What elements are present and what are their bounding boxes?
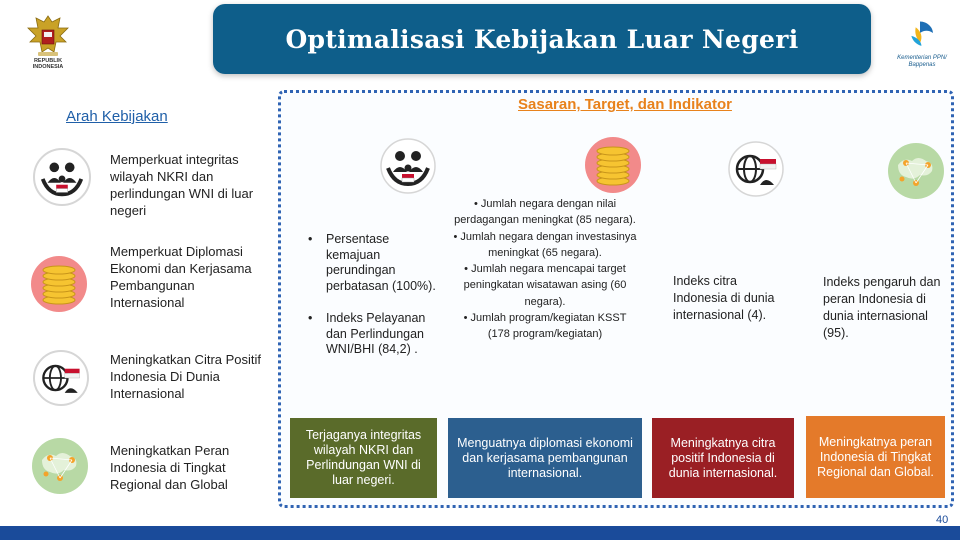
coin-stack-icon <box>31 256 87 312</box>
globe-flag-icon <box>728 141 784 197</box>
footer-bar <box>0 526 960 540</box>
column-2-bullet-1: • Jumlah negara dengan nilai perdagangan meningkat (85 negara). <box>454 198 636 227</box>
globe-flag-icon <box>33 350 89 406</box>
world-map-people-icon <box>32 438 88 494</box>
family-protect-icon <box>380 138 436 194</box>
title-banner <box>213 4 871 74</box>
garuda-caption: REPUBLIK INDONESIA <box>32 58 64 70</box>
column-3-indicator-text: Indeks citra Indonesia di dunia internasional (4). <box>673 274 775 322</box>
arah-item-1-text: Memperkuat integritas wilayah NKRI dan perlindungan WNI di luar negeri <box>110 152 254 218</box>
page-number: 40 <box>936 514 949 526</box>
column-1-bullets <box>308 232 444 358</box>
column-3-outcome-text: Meningkatnya citra positif Indonesia di dunia internasional. <box>668 435 778 480</box>
family-protect-icon <box>33 148 91 206</box>
column-2-bullets <box>452 196 638 343</box>
column-2-outcome-text: Menguatnya diplomasi ekonomi dan kerjasama pembangunan internasional. <box>457 435 633 480</box>
column-4-indicator-text: Indeks pengaruh dan peran Indonesia di dunia internasional (95). <box>823 275 941 340</box>
column-4-outcome-text: Meningkatnya peran Indonesia di Tingkat Regional dan Global. <box>817 434 934 479</box>
column-2-outcome-box <box>448 418 642 498</box>
page-title: Optimalisasi Kebijakan Luar Negeri <box>285 24 799 54</box>
bappenas-caption: Kementerian PPN/ Bappenas <box>897 55 947 68</box>
sasaran-heading: Sasaran, Target, dan Indikator <box>518 96 732 113</box>
world-map-people-icon <box>888 143 944 199</box>
column-1-outcome-box <box>290 418 437 498</box>
column-4-outcome-box <box>806 416 945 498</box>
arah-kebijakan-heading: Arah Kebijakan <box>66 108 168 125</box>
column-2-bullet-3: • Jumlah negara mencapai target peningkatan wisatawan asing (60 negara). <box>463 263 627 308</box>
column-3-outcome-box <box>652 418 794 498</box>
arah-item-4-text: Meningkatkan Peran Indonesia di Tingkat Regional dan Global <box>110 443 230 492</box>
column-2-bullet-4: • Jumlah program/kegiatan KSST (178 program/kegiatan) <box>463 312 627 341</box>
coin-stack-icon <box>585 137 641 193</box>
arah-item-3-text: Meningkatkan Citra Positif Indonesia Di Dunia Internasional <box>110 352 262 401</box>
column-1-outcome-text: Terjaganya integritas wilayah NKRI dan Perlindungan WNI di luar negeri. <box>305 428 422 487</box>
column-1-bullet-2: • Indeks Pelayanan dan Perlindungan WNI/BHI (84,2) . <box>308 311 426 356</box>
arah-item-2-text: Memperkuat Diplomasi Ekonomi dan Kerjasama Pembangunan Internasional <box>110 244 252 310</box>
column-2-bullet-2: • Jumlah negara dengan investasinya meningkat (65 negara). <box>453 230 637 259</box>
column-1-bullet-1: • Persentase kemajuan perundingan perbatasan (100%). <box>308 232 436 293</box>
